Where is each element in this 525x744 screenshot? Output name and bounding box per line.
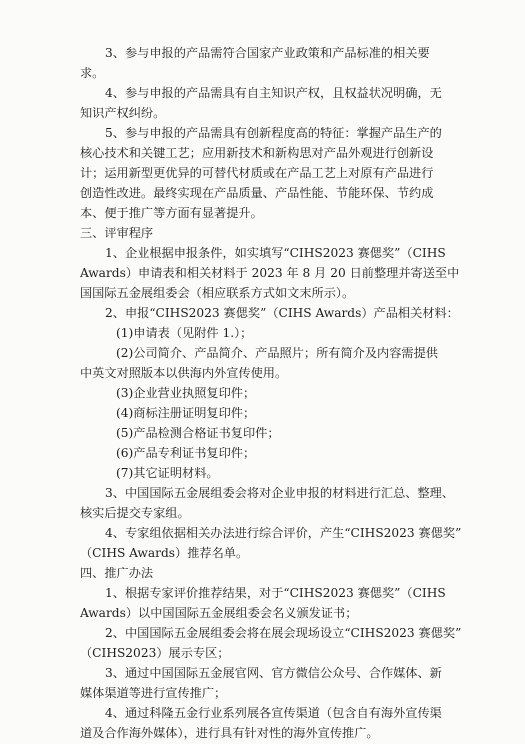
text-line: 道及合作海外媒体），进行具有针对性的海外宣传推广。 — [80, 726, 379, 740]
text-line: 创造性改进。最终实现在产品质量、产品性能、节能环保、节约成 — [80, 186, 434, 200]
text-line: 计；运用新型更优异的可替代材质或在产品工艺上对原有产品进行 — [80, 166, 434, 180]
text-line: 5、参与申报的产品需具有创新程度高的特征：掌握产品生产的 — [105, 126, 442, 140]
text-line: (5)产品检测合格证书复印件； — [116, 426, 280, 440]
text-line: 3、参与申报的产品需符合国家产业政策和产品标准的相关要 — [105, 46, 430, 60]
text-line: （CIHS Awards）推荐名单。 — [80, 546, 249, 560]
text-line: Awards）申请表和相关材料于 2023 年 8 月 20 日前整理并寄送至中 — [80, 266, 460, 280]
text-line: （CIHS2023）展示专区； — [80, 646, 230, 660]
text-line: 核心技术和关键工艺；应用新技术和新构思对产品外观进行创新设 — [80, 146, 434, 160]
section-heading: 四、推广办法 — [80, 566, 154, 580]
text-line: 1、根据专家评价推荐结果，对于“CIHS2023 赛偲奖”（CIHS — [105, 586, 446, 600]
text-line: 4、专家组依据相关办法进行综合评价，产生“CIHS2023 赛偲奖” — [105, 526, 462, 540]
text-line: 1、企业根据申报条件，如实填写“CIHS2023 赛偲奖”（CIHS — [105, 246, 446, 260]
text-line: 本、便于推广等方面有显著提升。 — [80, 206, 263, 220]
text-line: Awards）以中国国际五金展组委会名义颁发证书； — [80, 606, 358, 620]
text-line: 4、参与申报的产品需具有自主知识产权，且权益状况明确，无 — [105, 86, 442, 100]
text-line: 媒体渠道等进行宣传推广； — [80, 686, 227, 700]
text-line: (4)商标注册证明复印件； — [116, 406, 256, 420]
document-body — [80, 43, 467, 743]
text-line: 求。 — [80, 66, 105, 80]
text-line: 3、中国国际五金展组委会将对企业申报的材料进行汇总、整理、 — [105, 486, 455, 500]
text-line: 2、申报“CIHS2023 赛偲奖”（CIHS Awards）产品相关材料： — [105, 306, 459, 320]
text-line: 4、通过科隆五金行业系列展各宣传渠道（包含自有海外宣传渠 — [105, 706, 442, 720]
text-line: (7)其它证明材料。 — [116, 466, 219, 480]
text-line: 2、中国国际五金展组委会将在展会现场设立“CIHS2023 赛偲奖” — [105, 626, 462, 640]
text-line: 核实后提交专家组。 — [80, 506, 190, 520]
text-line: (2)公司简介、产品简介、产品照片；所有简介及内容需提供 — [116, 346, 438, 360]
section-heading: 三、评审程序 — [80, 226, 154, 240]
text-line: 知识产权纠纷。 — [80, 106, 166, 120]
text-line: (6)产品专利证书复印件； — [116, 446, 256, 460]
text-line: 中英文对照版本以供海内外宣传使用。 — [80, 366, 288, 380]
text-line: (3)企业营业执照复印件； — [116, 386, 256, 400]
text-line: 国国际五金展组委会（相应联系方式如文末所示）。 — [80, 286, 355, 300]
text-line: 3、通过中国国际五金展官网、官方微信公众号、合作媒体、新 — [105, 666, 442, 680]
text-line: (1)申请表（见附件 1.）； — [116, 326, 253, 340]
